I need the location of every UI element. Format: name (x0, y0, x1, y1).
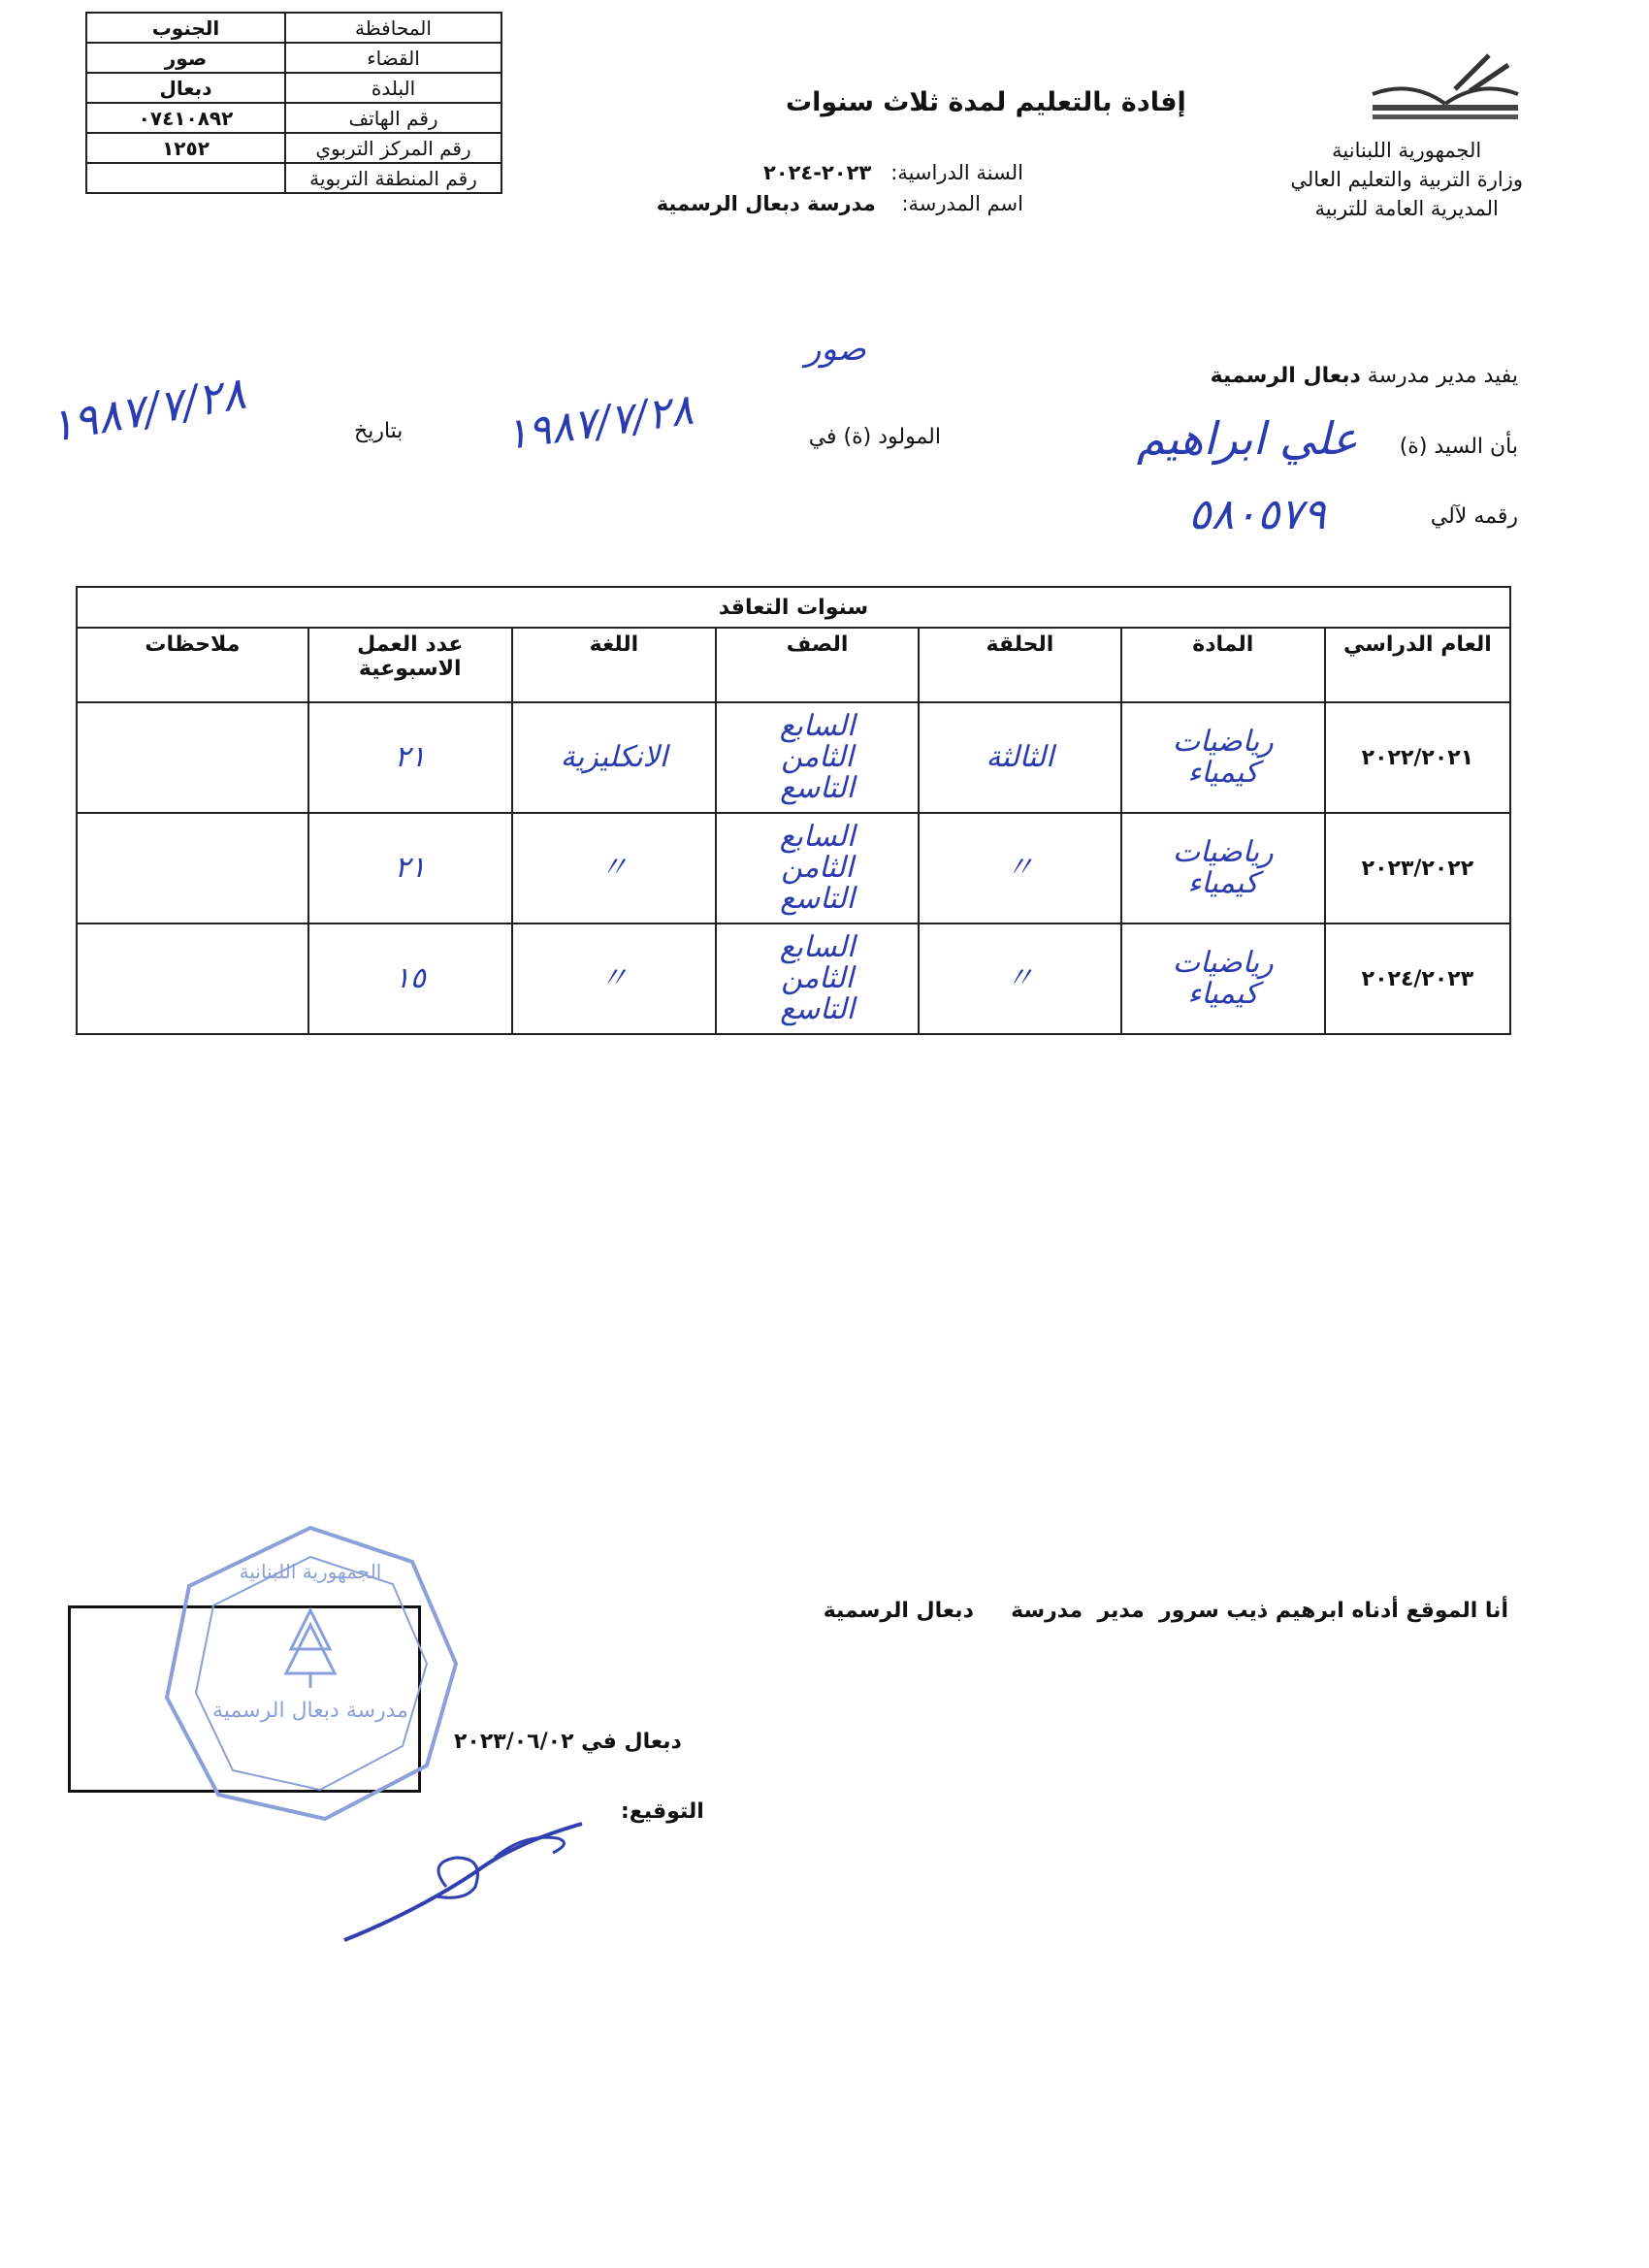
document-title: إفادة بالتعليم لمدة ثلاث سنوات (786, 87, 1186, 117)
handwritten-language: 〃 (598, 851, 629, 885)
info-row (86, 163, 501, 193)
handwritten-grade: السابع الثامن التاسع (779, 930, 856, 1026)
cell-year: ٢٠٢٢/٢٠٢١ (1325, 702, 1510, 813)
cell-notes (77, 702, 308, 813)
school-year-label: السنة الدراسية: (890, 161, 1023, 184)
ministry-line: وزارة التربية والتعليم العالي (1290, 168, 1523, 191)
cell-cycle (919, 702, 1121, 813)
handwritten-hours: ١٥ (394, 961, 426, 995)
info-label: رقم المنطقة التربوية (285, 163, 501, 193)
born-label: المولود (ة) في (808, 425, 941, 449)
cell-notes (77, 923, 308, 1034)
id-value: ٥٨٠٥٧٩ (1188, 490, 1326, 539)
cell-year: ٢٠٢٣/٢٠٢٢ (1325, 813, 1510, 923)
school-name-value: مدرسة دبعال الرسمية (656, 192, 876, 215)
id-label: رقمه لآلي (1430, 504, 1518, 529)
signature-label: التوقيع: (621, 1799, 704, 1824)
column-header: اللغة (512, 628, 716, 702)
handwritten-subject: رياضيات كيمياء (1172, 946, 1274, 1011)
column-header: الحلقة (919, 628, 1121, 702)
handwritten-grade: السابع الثامن التاسع (779, 820, 856, 916)
cell-language (512, 702, 716, 813)
cell-cycle (919, 923, 1121, 1034)
cell-grade (716, 702, 919, 813)
cell-subject (1121, 923, 1325, 1034)
cell-grade (716, 813, 919, 923)
contract-years-table (76, 586, 1511, 1035)
handwritten-language: الانكليزية (560, 740, 668, 774)
person-name: علي ابراهيم (1136, 412, 1358, 465)
info-label: البلدة (285, 73, 501, 103)
ministry-line: الجمهورية اللبنانية (1332, 139, 1482, 162)
table-row (77, 813, 1510, 923)
stamp-ring-text: الجمهورية اللبنانية (239, 1560, 382, 1583)
handwritten-hours: ٢١ (394, 851, 426, 885)
handwritten-subject: رياضيات كيمياء (1172, 835, 1274, 900)
info-value (86, 163, 285, 193)
director-school: دبعال الرسمية (1210, 364, 1361, 388)
info-value: ٠٧٤١٠٨٩٢ (86, 103, 285, 133)
cell-language (512, 813, 716, 923)
signature-scribble (330, 1804, 601, 1950)
director-prefix: يفيد مدير مدرسة (1367, 364, 1518, 388)
handwritten-cycle: 〃 (1005, 961, 1035, 995)
school-name-line (657, 192, 1023, 215)
date-label: بتاريخ (354, 419, 404, 443)
cell-cycle (919, 813, 1121, 923)
info-label: المحافظة (285, 13, 501, 43)
column-header: المادة (1121, 628, 1325, 702)
declaration-text: أنا الموقع أدناه ابرهيم ذيب سرور مدير مدرسة دبعال الرسمية (823, 1599, 1508, 1623)
info-row (86, 133, 501, 163)
cell-year: ٢٠٢٤/٢٠٢٣ (1325, 923, 1510, 1034)
ministry-line: المديرية العامة للتربية (1314, 197, 1499, 220)
cell-hours (308, 923, 512, 1034)
info-label: القضاء (285, 43, 501, 73)
stamp-text: مدرسة دبعال الرسمية (212, 1699, 408, 1723)
school-stamp-icon (155, 1518, 466, 1829)
cell-notes (77, 813, 308, 923)
cell-language (512, 923, 716, 1034)
column-header: الصف (716, 628, 919, 702)
school-name-label: اسم المدرسة: (901, 192, 1023, 215)
info-value: صور (86, 43, 285, 73)
cell-hours (308, 702, 512, 813)
date-value: ١٩٨٧/٧/٢٨ (45, 366, 250, 453)
info-row (86, 73, 501, 103)
handwritten-cycle: الثالثة (986, 740, 1054, 774)
info-value: دبعال (86, 73, 285, 103)
table-row (77, 923, 1510, 1034)
born-date: ١٩٨٧/٧/٢٨ (501, 384, 696, 461)
ministry-header (1290, 136, 1523, 223)
info-label: رقم المركز التربوي (285, 133, 501, 163)
book-logo-icon (1363, 50, 1528, 128)
school-year-value: ٢٠٢٣-٢٠٢٤ (762, 161, 872, 184)
table-header-row (77, 628, 1510, 702)
info-row (86, 13, 501, 43)
place-date: دبعال في ٢٠٢٣/٠٦/٠٢ (454, 1730, 682, 1754)
cell-subject (1121, 702, 1325, 813)
director-line (1211, 364, 1518, 388)
table-group-header: سنوات التعاقد (77, 587, 1510, 628)
handwritten-grade: السابع الثامن التاسع (779, 709, 856, 805)
cell-grade (716, 923, 919, 1034)
table-row (77, 702, 1510, 813)
handwritten-subject: رياضيات كيمياء (1172, 725, 1274, 790)
handwritten-language: 〃 (598, 961, 629, 995)
info-value: ١٢٥٢ (86, 133, 285, 163)
column-header: ملاحظات (77, 628, 308, 702)
info-row (86, 43, 501, 73)
info-label: رقم الهاتف (285, 103, 501, 133)
info-value: الجنوب (86, 13, 285, 43)
school-year-line (763, 161, 1023, 184)
info-row (86, 103, 501, 133)
column-header: العام الدراسي (1325, 628, 1510, 702)
cell-subject (1121, 813, 1325, 923)
handwritten-hours: ٢١ (394, 740, 426, 774)
person-label: بأن السيد (ة) (1399, 435, 1518, 459)
info-table (85, 12, 502, 194)
born-place: صور (805, 330, 866, 369)
handwritten-cycle: 〃 (1005, 851, 1035, 885)
cell-hours (308, 813, 512, 923)
column-header: عدد العمل الاسبوعية (308, 628, 512, 702)
